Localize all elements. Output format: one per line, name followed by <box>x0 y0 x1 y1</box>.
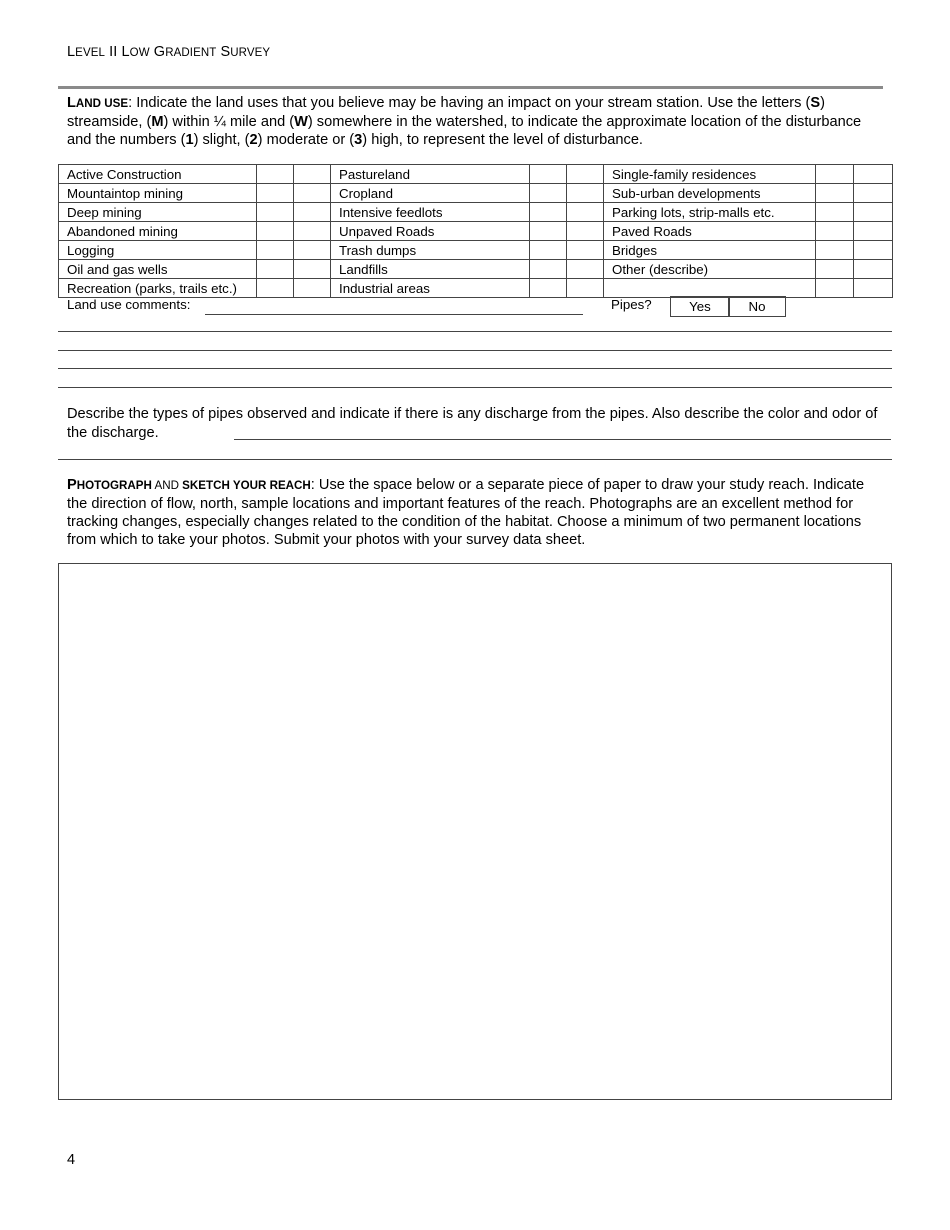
land-use-label: Industrial areas <box>331 279 530 298</box>
photograph-heading: HOTOGRAPH <box>76 479 152 492</box>
header-text: S <box>216 44 231 60</box>
header-text: II <box>104 44 122 60</box>
table-row <box>59 222 893 241</box>
location-entry-box[interactable] <box>257 241 294 260</box>
land-use-heading: AND USE <box>75 97 129 110</box>
instruction-text: ) moderate or ( <box>257 132 355 148</box>
location-entry-box[interactable] <box>257 165 294 184</box>
land-use-heading: L <box>67 95 76 111</box>
location-entry-box[interactable] <box>257 279 294 298</box>
land-use-instructions <box>67 94 887 149</box>
pipes-yes-box[interactable]: Yes <box>670 296 730 317</box>
photograph-heading: AND <box>151 479 183 492</box>
land-use-label: Recreation (parks, trails etc.) <box>59 279 257 298</box>
header-text: G <box>149 44 166 60</box>
instruction-text: ) within ¼ mile and ( <box>163 114 295 130</box>
location-entry-box[interactable] <box>530 184 567 203</box>
location-entry-box[interactable] <box>530 241 567 260</box>
land-use-label: Other (describe) <box>604 260 816 279</box>
header-rule <box>58 86 883 89</box>
comment-line[interactable] <box>58 331 892 332</box>
comment-line[interactable] <box>58 350 892 351</box>
location-entry-box[interactable] <box>257 203 294 222</box>
discharge-description-field[interactable] <box>234 439 891 440</box>
level-entry-box[interactable] <box>294 165 331 184</box>
level-entry-box[interactable] <box>854 203 893 222</box>
location-entry-box[interactable] <box>816 165 854 184</box>
level-entry-box[interactable] <box>567 241 604 260</box>
header-text: L <box>121 44 130 60</box>
level-entry-box[interactable] <box>567 279 604 298</box>
header-text: L <box>67 44 76 60</box>
table-row <box>59 203 893 222</box>
code-number: 1 <box>185 132 194 148</box>
table-row <box>59 165 893 184</box>
location-entry-box[interactable] <box>530 203 567 222</box>
level-entry-box[interactable] <box>294 203 331 222</box>
land-use-label: Intensive feedlots <box>331 203 530 222</box>
land-use-label: Cropland <box>331 184 530 203</box>
level-entry-box[interactable] <box>294 184 331 203</box>
location-entry-box[interactable] <box>257 222 294 241</box>
level-entry-box[interactable] <box>567 222 604 241</box>
sketch-area[interactable] <box>58 563 892 1100</box>
level-entry-box[interactable] <box>294 222 331 241</box>
land-use-label: Single-family residences <box>604 165 816 184</box>
land-use-label: Bridges <box>604 241 816 260</box>
level-entry-box[interactable] <box>567 165 604 184</box>
instruction-text: ) high, to represent the level of disturbance. <box>362 132 643 148</box>
location-entry-box[interactable] <box>816 184 854 203</box>
photograph-heading: SKETCH YOUR REACH <box>182 479 311 492</box>
land-use-label: Deep mining <box>59 203 257 222</box>
level-entry-box[interactable] <box>294 279 331 298</box>
table-row <box>59 184 893 203</box>
location-entry-box[interactable] <box>257 260 294 279</box>
level-entry-box[interactable] <box>567 260 604 279</box>
land-use-label: Trash dumps <box>331 241 530 260</box>
header-text: EVEL <box>75 47 105 59</box>
header-text: RADIENT <box>165 47 217 59</box>
level-entry-box[interactable] <box>567 203 604 222</box>
level-entry-box[interactable] <box>854 260 893 279</box>
land-use-label: Pastureland <box>331 165 530 184</box>
location-entry-box[interactable] <box>816 279 854 298</box>
comment-line[interactable] <box>58 368 892 369</box>
header-text: OW <box>129 47 150 59</box>
code-letter: M <box>151 114 164 130</box>
land-use-label: Paved Roads <box>604 222 816 241</box>
land-use-label: Landfills <box>331 260 530 279</box>
land-use-table <box>58 164 893 298</box>
level-entry-box[interactable] <box>854 165 893 184</box>
level-entry-box[interactable] <box>567 184 604 203</box>
comment-line[interactable] <box>58 387 892 388</box>
land-use-label: Abandoned mining <box>59 222 257 241</box>
level-entry-box[interactable] <box>294 260 331 279</box>
header-text: URVEY <box>230 47 271 59</box>
land-use-label: Mountaintop mining <box>59 184 257 203</box>
page-header <box>67 44 270 60</box>
pipes-description-instructions: Describe the types of pipes observed and indicate if there is any discharge from the pipes. Also describe the color and odor of the discharge. <box>67 406 878 441</box>
instruction-text: ) slight, ( <box>193 132 250 148</box>
land-use-label <box>604 279 816 298</box>
table-row <box>59 241 893 260</box>
code-letter: W <box>294 114 308 130</box>
location-entry-box[interactable] <box>257 184 294 203</box>
table-row <box>59 279 893 298</box>
location-entry-box[interactable] <box>816 203 854 222</box>
pipes-label: Pipes? <box>611 297 652 312</box>
location-entry-box[interactable] <box>530 279 567 298</box>
section-divider <box>58 459 892 460</box>
level-entry-box[interactable] <box>854 241 893 260</box>
location-entry-box[interactable] <box>530 165 567 184</box>
land-use-comments-label: Land use comments: <box>67 297 191 312</box>
photograph-instructions <box>67 476 887 549</box>
location-entry-box[interactable] <box>816 241 854 260</box>
land-use-label: Oil and gas wells <box>59 260 257 279</box>
land-use-label: Unpaved Roads <box>331 222 530 241</box>
location-entry-box[interactable] <box>530 222 567 241</box>
table-row <box>59 260 893 279</box>
location-entry-box[interactable] <box>816 222 854 241</box>
pipes-no-box[interactable]: No <box>728 296 786 317</box>
land-use-label: Active Construction <box>59 165 257 184</box>
instruction-text: : Use the space below or a separate piece of paper to draw your study reach. Indicate the direction of flow, north, sample locations and important features of the reach. Photographs are an excellent method for tracking changes, especially changes related to the condition of the habitat. Choose a minimum of two permanent locations from which to take your photos. Submit your photos with your survey data sheet. <box>67 477 865 548</box>
instruction-text: ) somewhere in the watershed, to indicate the approximate location of the disturbance and the numbers ( <box>67 114 862 148</box>
level-entry-box[interactable] <box>854 279 893 298</box>
photograph-heading: P <box>67 477 77 493</box>
instruction-text: : Indicate the land uses that you believe may be having an impact on your stream station. Use the letters ( <box>128 95 811 111</box>
level-entry-box[interactable] <box>294 241 331 260</box>
location-entry-box[interactable] <box>816 260 854 279</box>
code-number: 2 <box>249 132 258 148</box>
level-entry-box[interactable] <box>854 184 893 203</box>
land-use-label: Logging <box>59 241 257 260</box>
location-entry-box[interactable] <box>530 260 567 279</box>
land-use-label: Sub-urban developments <box>604 184 816 203</box>
level-entry-box[interactable] <box>854 222 893 241</box>
code-letter: S <box>810 95 821 111</box>
land-use-label: Parking lots, strip-malls etc. <box>604 203 816 222</box>
page-number: 4 <box>67 1152 76 1168</box>
land-use-comments-field[interactable] <box>205 314 583 315</box>
code-number: 3 <box>354 132 363 148</box>
instruction-text: ) streamside, ( <box>67 95 825 130</box>
